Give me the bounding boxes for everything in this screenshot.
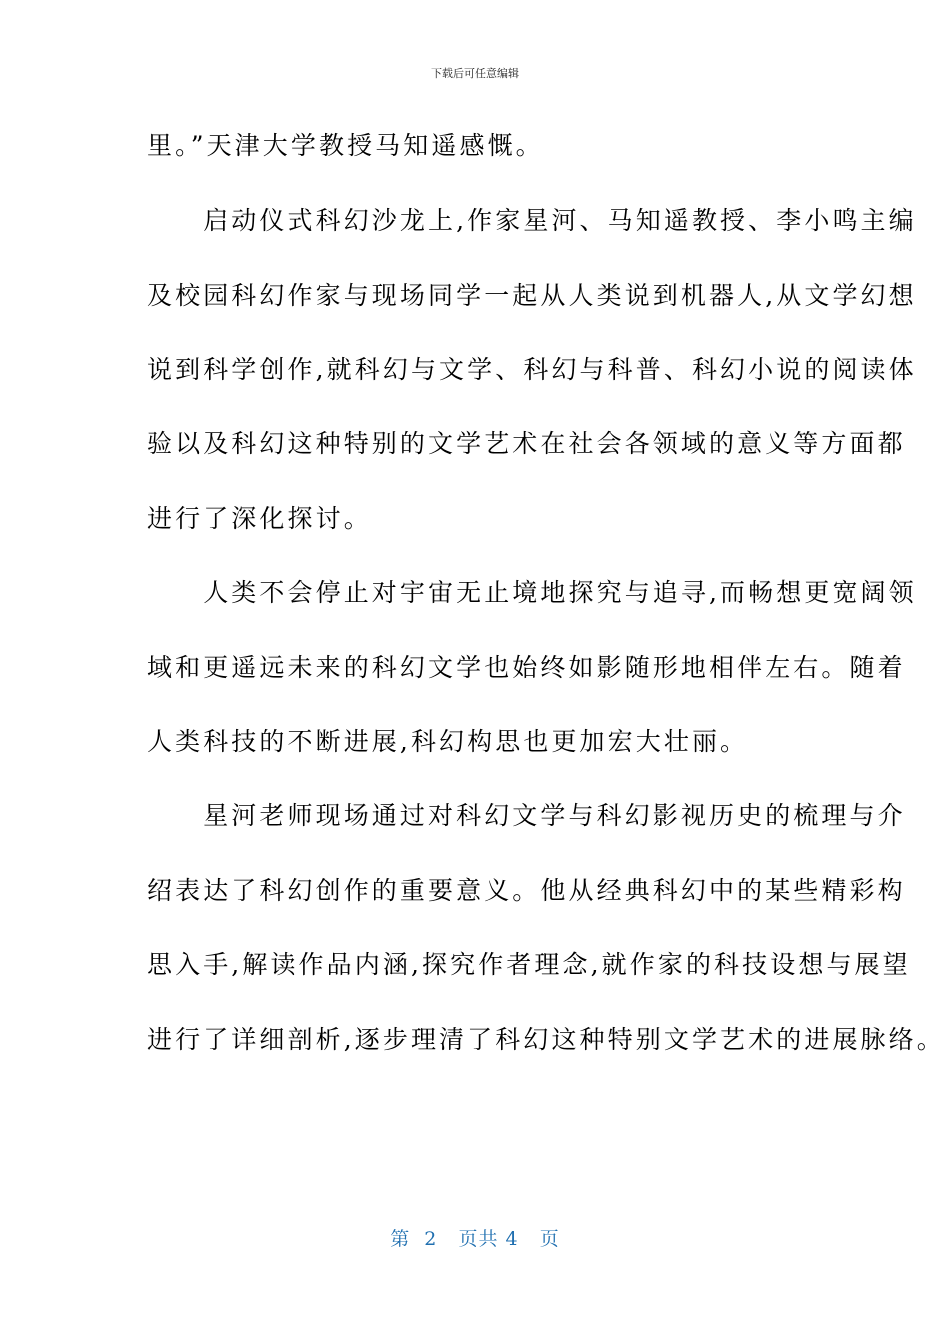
paragraph-line: 进行了详细剖析,逐步理清了科幻这种特别文学艺术的进展脉络。 (147, 1025, 945, 1054)
paragraph-line: 进行了深化探讨。 (147, 504, 372, 533)
paragraph-line: 说到科学创作,就科幻与文学、科幻与科普、科幻小说的阅读体 (147, 355, 917, 384)
page-number-footer: 第 2 页共 4 页 (390, 1228, 560, 1250)
paragraph-line: 星河老师现场通过对科幻文学与科幻影视历史的梳理与介 (147, 801, 906, 830)
paragraph-line: 绍表达了科幻创作的重要意义。他从经典科幻中的某些精彩构 (147, 876, 906, 905)
paragraph-line: 域和更遥远未来的科幻文学也始终如影随形地相伴左右。随着 (147, 653, 906, 682)
paragraph-line: 验以及科幻这种特别的文学艺术在社会各领域的意义等方面都 (147, 429, 906, 458)
paragraph-line: 人类不会停止对宇宙无止境地探究与追寻,而畅想更宽阔领 (147, 578, 917, 607)
paragraph-line: 思入手,解读作品内涵,探究作者理念,就作家的科技设想与展望 (147, 950, 911, 979)
paragraph-line: 及校园科幻作家与现场同学一起从人类说到机器人,从文学幻想 (147, 281, 917, 310)
paragraph-line: 启动仪式科幻沙龙上,作家星河、马知遥教授、李小鸣主编 (147, 206, 917, 235)
paragraph-line: 里。”天津大学教授马知遥感慨。 (147, 131, 544, 160)
paragraph-line: 人类科技的不断进展,科幻构思也更加宏大壮丽。 (147, 727, 749, 756)
header-note: 下载后可任意编辑 (431, 67, 519, 80)
